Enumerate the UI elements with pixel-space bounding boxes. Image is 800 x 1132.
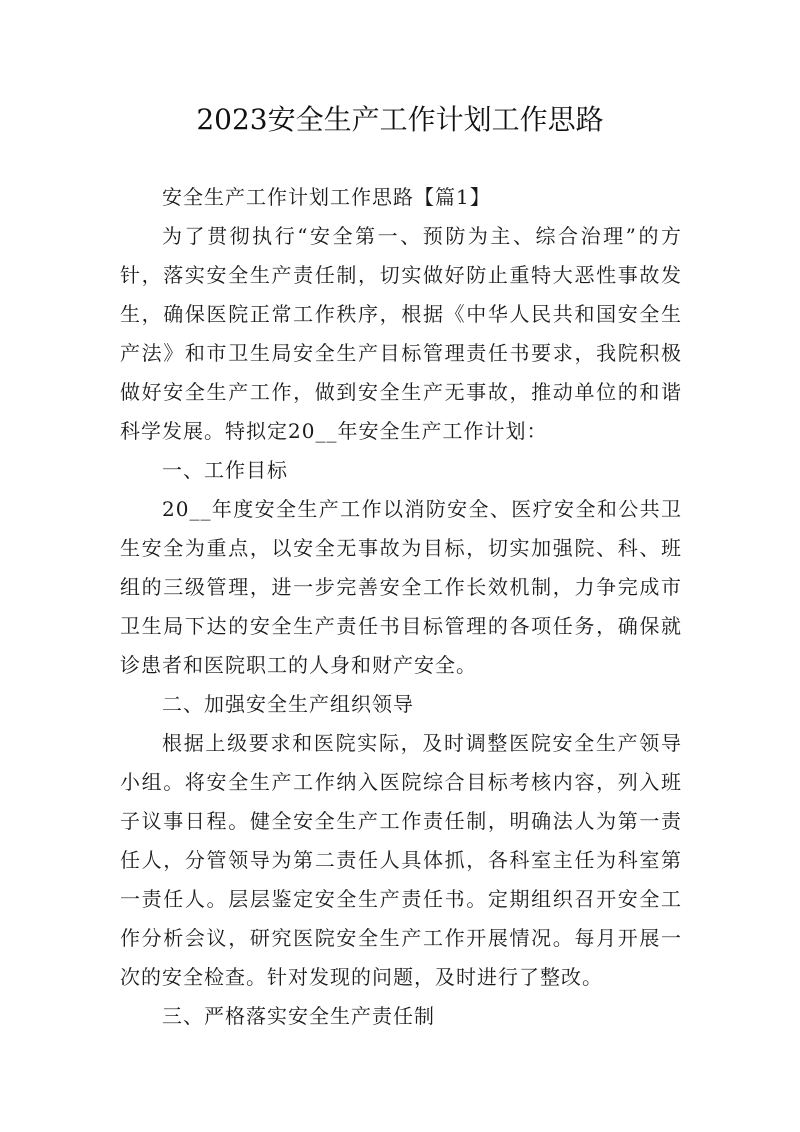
paragraph-leadership: 根据上级要求和医院实际，及时调整医院安全生产领导小组。将安全生产工作纳入医院综合目标考核内容，列入班子议事日程。健全安全生产工作责任制，明确法人为第一责任人，分管领导为第二责任人具体抓，各科室主任为科室第一责任人。层层鉴定安全生产责任书。定期组织召开安全工作分析会议，研究医院安全生产工作开展情况。每月开展一次的安全检查。针对发现的问题，及时进行了整改。	[120, 731, 682, 989]
section-heading-part1: 安全生产工作计划工作思路【篇1】	[162, 185, 491, 209]
paragraph-intro: 为了贯彻执行“安全第一、预防为主、综合治理”的方针，落实安全生产责任制，切实做好防止重特大恶性事故发生，确保医院正常工作秩序，根据《中华人民共和国安全生产法》和市卫生局安全生产目标管理责任书要求，我院积极做好安全生产工作，做到安全生产无事故，推动单位的和谐科学发展。特拟定20__年安全生产工作计划：	[120, 224, 682, 443]
section-heading-responsibility: 三、严格落实安全生产责任制	[162, 1004, 435, 1028]
section-heading-leadership: 二、加强安全生产组织领导	[162, 692, 414, 716]
paragraph-goals: 20__年度安全生产工作以消防安全、医疗安全和公共卫生安全为重点，以安全无事故为目标，切实加强院、科、班组的三级管理，进一步完善安全工作长效机制，力争完成市卫生局下达的安全生产责任书目标管理的各项任务，确保就诊患者和医院职工的人身和财产安全。	[120, 497, 682, 677]
section-heading-goals: 一、工作目标	[162, 458, 288, 482]
document-title: 2023安全生产工作计划工作思路	[196, 103, 604, 136]
document-body	[120, 178, 682, 1036]
